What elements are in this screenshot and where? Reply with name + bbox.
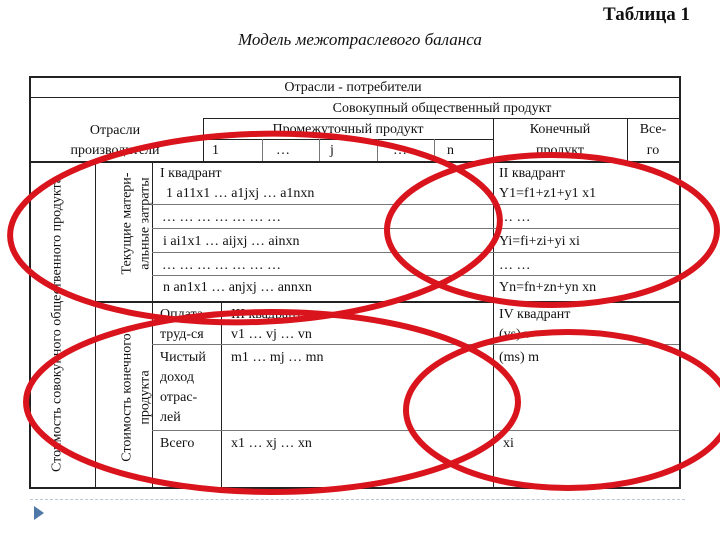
play-arrow-icon — [34, 506, 44, 520]
quadrant-3-circle — [26, 312, 518, 492]
col-index-dots-1: … — [276, 143, 290, 158]
q3-label-income-4: лей — [160, 410, 181, 425]
col-index-1: 1 — [212, 143, 219, 158]
q3-val-wages: v1 … vj … vn — [231, 327, 312, 342]
q1-row-4: … … … … … … … — [162, 258, 281, 273]
side-label-total-product: Стоимость совокупного общественного продукта — [49, 177, 65, 472]
q2-row-3: Yi=fi+zi+yi xi — [499, 234, 580, 249]
q3-label-income-2: доход — [160, 370, 194, 385]
q2-title: II квадрант — [499, 166, 566, 181]
q4-val-wages: (vs) v — [499, 327, 532, 342]
consumers-header: Отрасли - потребители — [284, 80, 422, 95]
q3-title: III квадрант — [231, 307, 302, 322]
q3-val-total: x1 … xj … xn — [231, 436, 312, 451]
q3-label-wages-1: Оплата — [160, 307, 203, 322]
quadrant-2-circle — [387, 155, 717, 305]
col-index-dots-2: … — [393, 143, 407, 158]
side-label-final-1: Стоимость конечного — [119, 333, 135, 462]
q4-val-income: (ms) m — [499, 350, 540, 365]
quadrant-1-circle — [7, 126, 503, 331]
q2-row-2: … … — [499, 210, 531, 225]
q1-title: I квадрант — [160, 166, 222, 181]
q3-label-total: Всего — [160, 436, 195, 451]
total-product-header: Совокупный общественный продукт — [332, 101, 552, 116]
q2-row-4: … … — [499, 258, 531, 273]
q1-row-3: i ai1x1 … aijxj … ainxn — [163, 234, 300, 249]
side-label-final-2: продукта — [137, 370, 153, 425]
q1-row-2: … … … … … … … — [162, 210, 281, 225]
q3-label-income-1: Чистый — [160, 350, 206, 365]
q1-row-1: 1 a11x1 … a1jxj … a1nxn — [166, 186, 315, 201]
producers-header-1: Отрасли — [89, 123, 141, 138]
col-index-j: j — [330, 143, 334, 158]
table-title: Модель межотраслевого баланса — [238, 30, 482, 49]
final-header-2: продукт — [536, 143, 584, 158]
side-label-costs-2: альные затраты — [137, 177, 153, 270]
quadrant-4-circle — [406, 332, 720, 488]
q4-title: IV квадрант — [499, 307, 571, 322]
q1-row-5: n an1x1 … anjxj … annxn — [163, 280, 312, 295]
slide-divider — [30, 499, 685, 500]
col-index-n: n — [447, 143, 454, 158]
q3-val-income: m1 … mj … mn — [231, 350, 324, 365]
q3-label-income-3: отрас- — [160, 390, 198, 405]
side-label-costs-1: Текущие матери- — [119, 172, 135, 275]
total-header-1: Все- — [639, 122, 667, 137]
final-header-1: Конечный — [529, 122, 591, 137]
q4-val-total: xi — [503, 436, 514, 451]
q2-row-5: Yn=fn+zn+yn xn — [499, 280, 597, 295]
q3-label-wages-2: труд-ся — [160, 327, 204, 342]
total-header-2: го — [646, 143, 660, 158]
intermediate-header: Промежуточный продукт — [272, 122, 424, 137]
table-number: Таблица 1 — [603, 4, 691, 25]
q2-row-1: Y1=f1+z1+y1 x1 — [499, 186, 597, 201]
producers-header-2: производители — [70, 143, 160, 158]
